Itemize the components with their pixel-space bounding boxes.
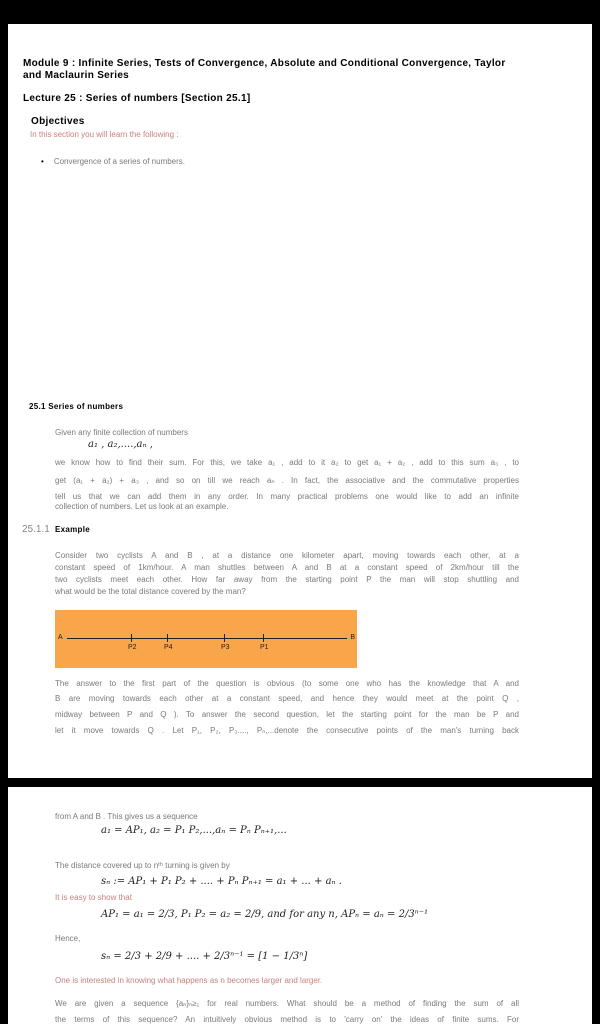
distance-line bbox=[67, 638, 347, 639]
equation-sequence: a₁ = AP₁, a₂ = P₁ P₂,...,aₙ = Pₙ Pₙ₊₁,... bbox=[101, 825, 287, 836]
section-line: we know how to find their sum. For this, we take a₁ , add to it a₂ to get a₁ + a₂ , add to this sum a₃ , to bbox=[55, 458, 519, 467]
label-p2: P2 bbox=[128, 644, 137, 651]
text-line: from A and B . This gives us a sequence bbox=[55, 812, 198, 821]
section-line: get (a₁ + a₂) + a₃ , and so on till we reach aₙ . In fact, the associative and the commutative properties bbox=[55, 476, 519, 485]
tick-p2 bbox=[131, 634, 132, 642]
text-line: Hence, bbox=[55, 934, 81, 943]
lecture-title: Lecture 25 : Series of numbers [Section 25.1] bbox=[23, 93, 251, 104]
tick-p1 bbox=[263, 634, 264, 642]
text-line: One is interested in knowing what happens as n becomes larger and larger. bbox=[55, 976, 323, 985]
section-line: collection of numbers. Let us look at an example. bbox=[55, 502, 229, 511]
example-heading: Example bbox=[55, 525, 91, 534]
equation-terms: AP₁ = a₁ = 2/3, P₁ P₂ = a₂ = 2/9, and for any n, APₙ = aₙ = 2/3ⁿ⁻¹ bbox=[101, 909, 429, 920]
example-number: 25.1.1 bbox=[22, 524, 50, 535]
section-line: tell us that we can add them in any order. In many practical problems one would like to add an infinite bbox=[55, 492, 519, 501]
label-p3: P3 bbox=[221, 644, 230, 651]
objectives-heading: Objectives bbox=[31, 116, 85, 127]
answer-line: midway between P and Q ). To answer the second question, let the starting point for the man be P and bbox=[55, 710, 519, 719]
cyclists-diagram bbox=[55, 610, 357, 668]
example-line: two cyclists meet each other. How far away from the starting point P the man will stop shuttling and bbox=[55, 575, 519, 584]
objective-item bbox=[41, 157, 185, 166]
objectives-intro: In this section you will learn the following : bbox=[30, 130, 179, 139]
point-b-label: B bbox=[350, 634, 355, 641]
document-page-2 bbox=[8, 787, 592, 1024]
section-heading: 25.1 Series of numbers bbox=[29, 402, 124, 411]
answer-line: let it move towards Q . Let P₁, P₂, P₃...., Pₙ,...denote the consecutive points of the man's turning back bbox=[55, 726, 519, 735]
answer-line: The answer to the first part of the question is obvious (to some one who has the knowledge that A and bbox=[55, 679, 519, 688]
example-line: Consider two cyclists A and B , at a distance one kilometer apart, moving towards each other, at a bbox=[55, 551, 519, 560]
example-line: what would be the total distance covered by the man? bbox=[55, 587, 246, 596]
module-title-cont: and Maclaurin Series bbox=[23, 70, 130, 81]
text-line: the terms of this sequence? An intuitively obvious method is to 'carry on' the ideas of finite sums. For bbox=[55, 1015, 519, 1024]
math-sequence: a₁ , a₂,....,aₙ , bbox=[88, 439, 153, 450]
objective-item-text: Convergence of a series of numbers. bbox=[53, 157, 185, 166]
module-title: Module 9 : Infinite Series, Tests of Convergence, Absolute and Conditional Convergence, Taylor bbox=[23, 58, 506, 69]
tick-p4 bbox=[167, 634, 168, 642]
text-line: We are given a sequence {aₙ}ₙ≥₁ for real numbers. What should be a method of finding the sum of all bbox=[55, 999, 519, 1008]
equation-partial-sum: sₙ := AP₁ + P₁ P₂ + .... + Pₙ Pₙ₊₁ = a₁ + ... + aₙ . bbox=[101, 876, 342, 887]
text-line: The distance covered up to nᵗʰ turning is given by bbox=[55, 861, 230, 870]
example-line: constant speed of 1km/hour. A man shuttles between A and B at a constant speed of 2km/hour till the bbox=[55, 563, 519, 572]
label-p4: P4 bbox=[164, 644, 173, 651]
label-p1: P1 bbox=[260, 644, 269, 651]
text-line: It is easy to show that bbox=[55, 893, 132, 902]
point-a-label: A bbox=[58, 634, 63, 641]
bullet-icon: • bbox=[41, 157, 44, 166]
equation-sum: sₙ = 2/3 + 2/9 + .... + 2/3ⁿ⁻¹ = [1 − 1/3ⁿ] bbox=[101, 951, 308, 962]
answer-line: B are moving towards each other at a constant speed, and hence they would meet at the point Q , bbox=[55, 694, 519, 703]
section-line: Given any finite collection of numbers bbox=[55, 428, 188, 437]
document-page-1 bbox=[8, 24, 592, 778]
tick-p3 bbox=[224, 634, 225, 642]
